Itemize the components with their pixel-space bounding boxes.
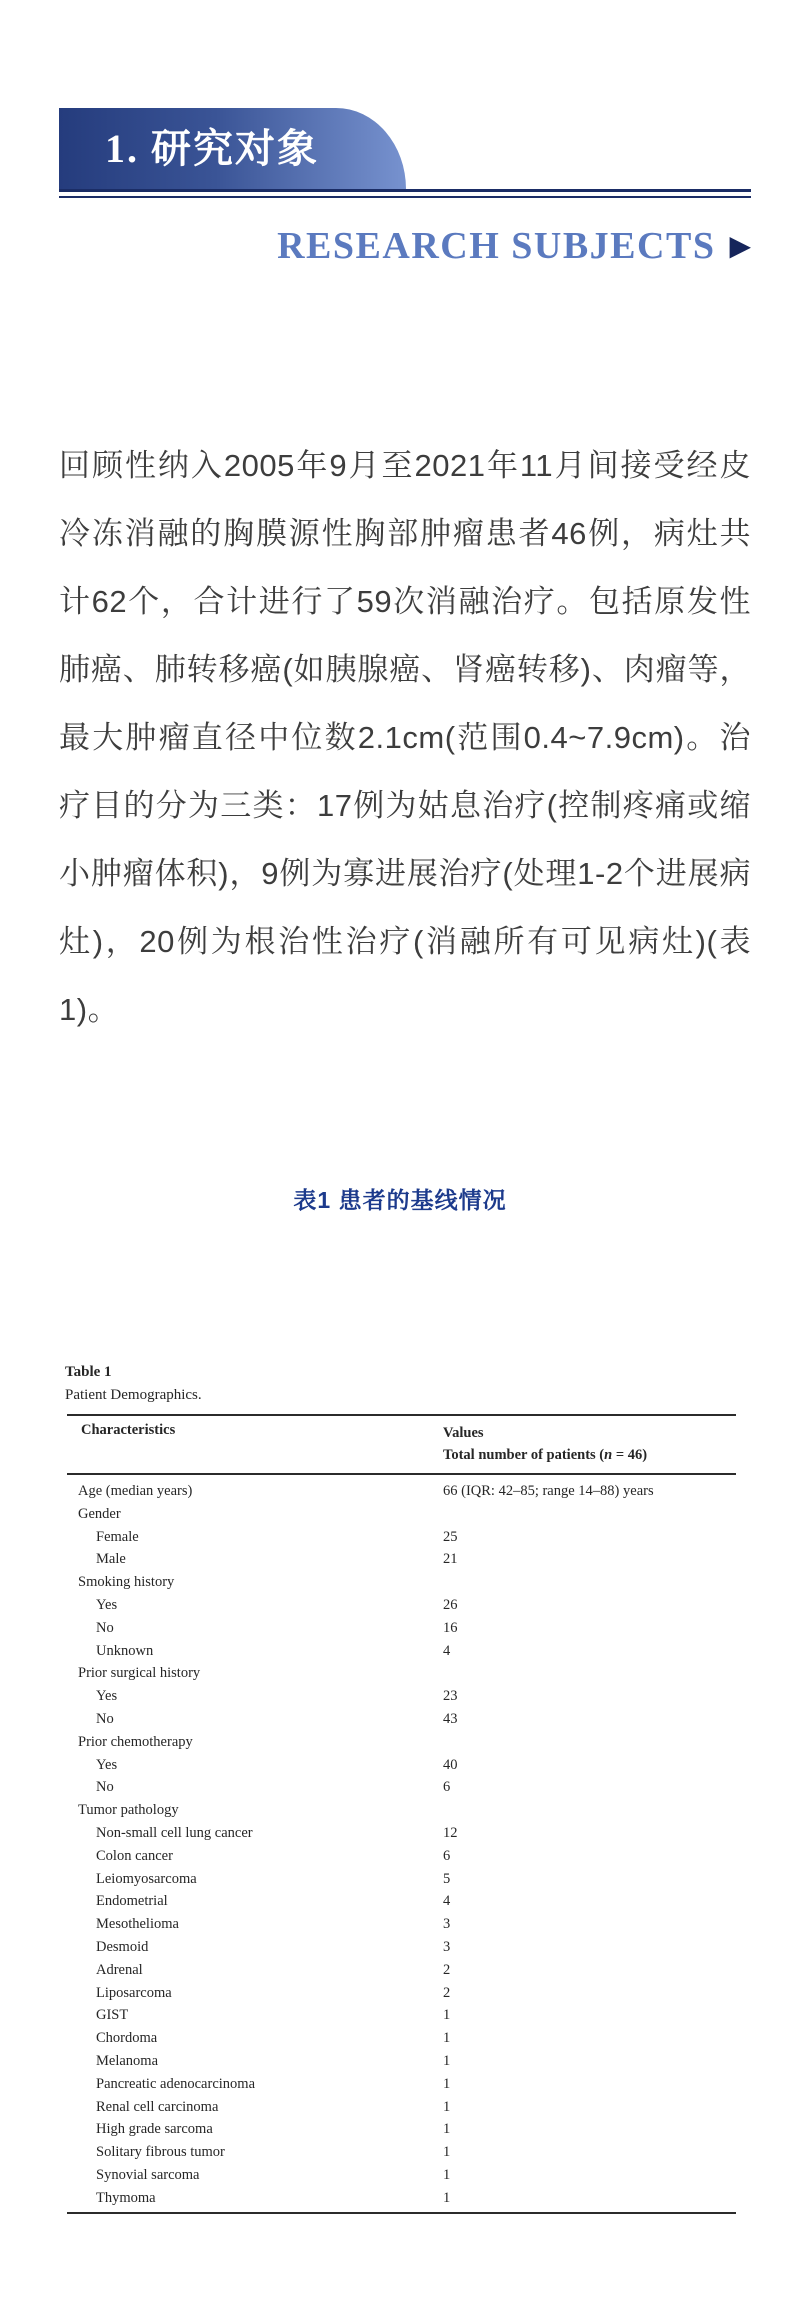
table-row (0, 2050, 800, 2073)
row-label: GIST (96, 2007, 129, 2024)
table-row (0, 1526, 800, 1549)
table-rule-top (67, 1414, 736, 1416)
row-value: 1 (443, 2121, 451, 2138)
table-row (0, 1503, 800, 1526)
row-value: 66 (IQR: 42–85; range 14–88) years (443, 1483, 654, 1499)
table-row (0, 2187, 800, 2210)
row-value: 3 (443, 1938, 451, 1955)
row-label: High grade sarcoma (96, 2121, 213, 2138)
row-label: Chordoma (96, 2030, 158, 2047)
row-label: Gender (78, 1505, 121, 1522)
row-value: 6 (443, 1779, 451, 1796)
row-label: Smoking history (78, 1574, 175, 1591)
row-label: Thymoma (96, 2189, 156, 2206)
row-label: Yes (96, 1756, 118, 1773)
row-label: Male (96, 1551, 126, 1568)
table-row (0, 1845, 800, 1868)
divider-line-thick (59, 189, 751, 192)
row-value: 12 (443, 1824, 458, 1841)
row-label: Tumor pathology (78, 1802, 179, 1819)
row-value: 6 (443, 1847, 451, 1864)
table-row (0, 1617, 800, 1640)
table-row (0, 1731, 800, 1754)
row-value: 1 (443, 2007, 451, 2024)
row-label: Colon cancer (96, 1847, 173, 1864)
arrow-right-icon: ▶ (729, 229, 751, 262)
row-value: 21 (443, 1551, 458, 1568)
row-value: 2 (443, 1984, 451, 2001)
row-value: 16 (443, 1619, 458, 1636)
row-label: Female (96, 1528, 139, 1545)
row-value: 5 (443, 1870, 451, 1887)
row-value: 23 (443, 1688, 458, 1705)
column-header-values: Values Total number of patients (n = 46) (443, 1425, 648, 1463)
section-banner (59, 108, 406, 189)
row-label: Unknown (96, 1642, 154, 1659)
row-value: 1 (443, 2075, 451, 2092)
row-value: 1 (443, 2144, 451, 2161)
table-title: Table 1 (65, 1364, 112, 1380)
row-label: No (96, 1779, 114, 1796)
row-value: 26 (443, 1596, 458, 1613)
table-row (0, 1594, 800, 1617)
table-rule-middle (67, 1473, 736, 1475)
table-row (0, 1890, 800, 1913)
row-value: 1 (443, 2189, 451, 2206)
row-value: 25 (443, 1528, 458, 1545)
row-label: Desmoid (96, 1938, 149, 1955)
row-value: 2 (443, 1961, 451, 1978)
row-label: Non-small cell lung cancer (96, 1824, 253, 1841)
row-label: Synovial sarcoma (96, 2166, 200, 2183)
row-value: 4 (443, 1893, 451, 1910)
table-row (0, 1913, 800, 1936)
row-value: 1 (443, 2052, 451, 2069)
body-paragraph: 回顾性纳入2005年9月至2021年11月间接受经皮冷冻消融的胸膜源性胸部肿瘤患者46例，病灶共计62个，合计进行了59次消融治疗。包括原发性肺癌、肺转移癌(如胰腺癌、肾癌转移)、肉瘤等，最大肿瘤直径中位数2.1cm(范围0.4~7.9cm)。治疗目的分为三类：17例为姑息治疗(控制疼痛或缩小肿瘤体积)，9例为寡进展治疗(处理1-2个进展病灶)，20例为根治性治疗(消融所有可见病灶)(表1)。 (59, 448, 751, 1027)
table-row (0, 1868, 800, 1891)
row-label: Mesothelioma (96, 1916, 179, 1933)
table-row (0, 1799, 800, 1822)
table-subtitle: Patient Demographics. (65, 1387, 202, 1403)
section-subtitle (59, 221, 751, 271)
row-label: Adrenal (96, 1961, 143, 1978)
table-row (0, 1982, 800, 2005)
table-rule-bottom (67, 2212, 736, 2214)
table-caption: 表1 患者的基线情况 (293, 1187, 507, 1213)
table-row (0, 1662, 800, 1685)
table-row (0, 1685, 800, 1708)
row-label: Prior chemotherapy (78, 1733, 193, 1750)
row-label: Age (median years) (78, 1483, 193, 1499)
table-row (0, 2141, 800, 2164)
column-header-characteristics: Characteristics (81, 1422, 176, 1438)
row-label: Melanoma (96, 2052, 159, 2069)
table-row (0, 2118, 800, 2141)
table-row (0, 1936, 800, 1959)
table-row (0, 2164, 800, 2187)
table-row (0, 1754, 800, 1777)
table-row (0, 1571, 800, 1594)
row-label: No (96, 1619, 114, 1636)
row-label: Solitary fibrous tumor (96, 2144, 225, 2161)
row-label: Prior surgical history (78, 1665, 201, 1682)
row-value: 1 (443, 2098, 451, 2115)
row-value: 3 (443, 1916, 451, 1933)
row-label: No (96, 1710, 114, 1727)
table-row (0, 2096, 800, 2119)
table-row (0, 1708, 800, 1731)
row-value: 1 (443, 2166, 451, 2183)
table-rows (0, 1480, 800, 2210)
row-value: 40 (443, 1756, 458, 1773)
table-row (0, 2027, 800, 2050)
table-row (0, 2004, 800, 2027)
table-row (0, 1776, 800, 1799)
row-label: Endometrial (96, 1893, 168, 1910)
row-value: 4 (443, 1642, 451, 1659)
subtitle-text: RESEARCH SUBJECTS (277, 225, 716, 267)
table-row (0, 2073, 800, 2096)
row-label: Liposarcoma (96, 1984, 172, 2001)
table-row (0, 1959, 800, 1982)
row-label: Renal cell carcinoma (96, 2098, 219, 2115)
table-row (0, 1480, 800, 1503)
section-title: 1. 研究对象 (105, 126, 319, 171)
row-value: 43 (443, 1710, 458, 1727)
row-value: 1 (443, 2030, 451, 2047)
row-label: Pancreatic adenocarcinoma (96, 2075, 256, 2092)
row-label: Yes (96, 1596, 118, 1613)
table-row (0, 1640, 800, 1663)
table-row (0, 1548, 800, 1571)
row-label: Yes (96, 1688, 118, 1705)
row-label: Leiomyosarcoma (96, 1870, 197, 1887)
table-row (0, 1822, 800, 1845)
divider-line-thin (59, 196, 751, 198)
table1 (0, 1360, 800, 2220)
